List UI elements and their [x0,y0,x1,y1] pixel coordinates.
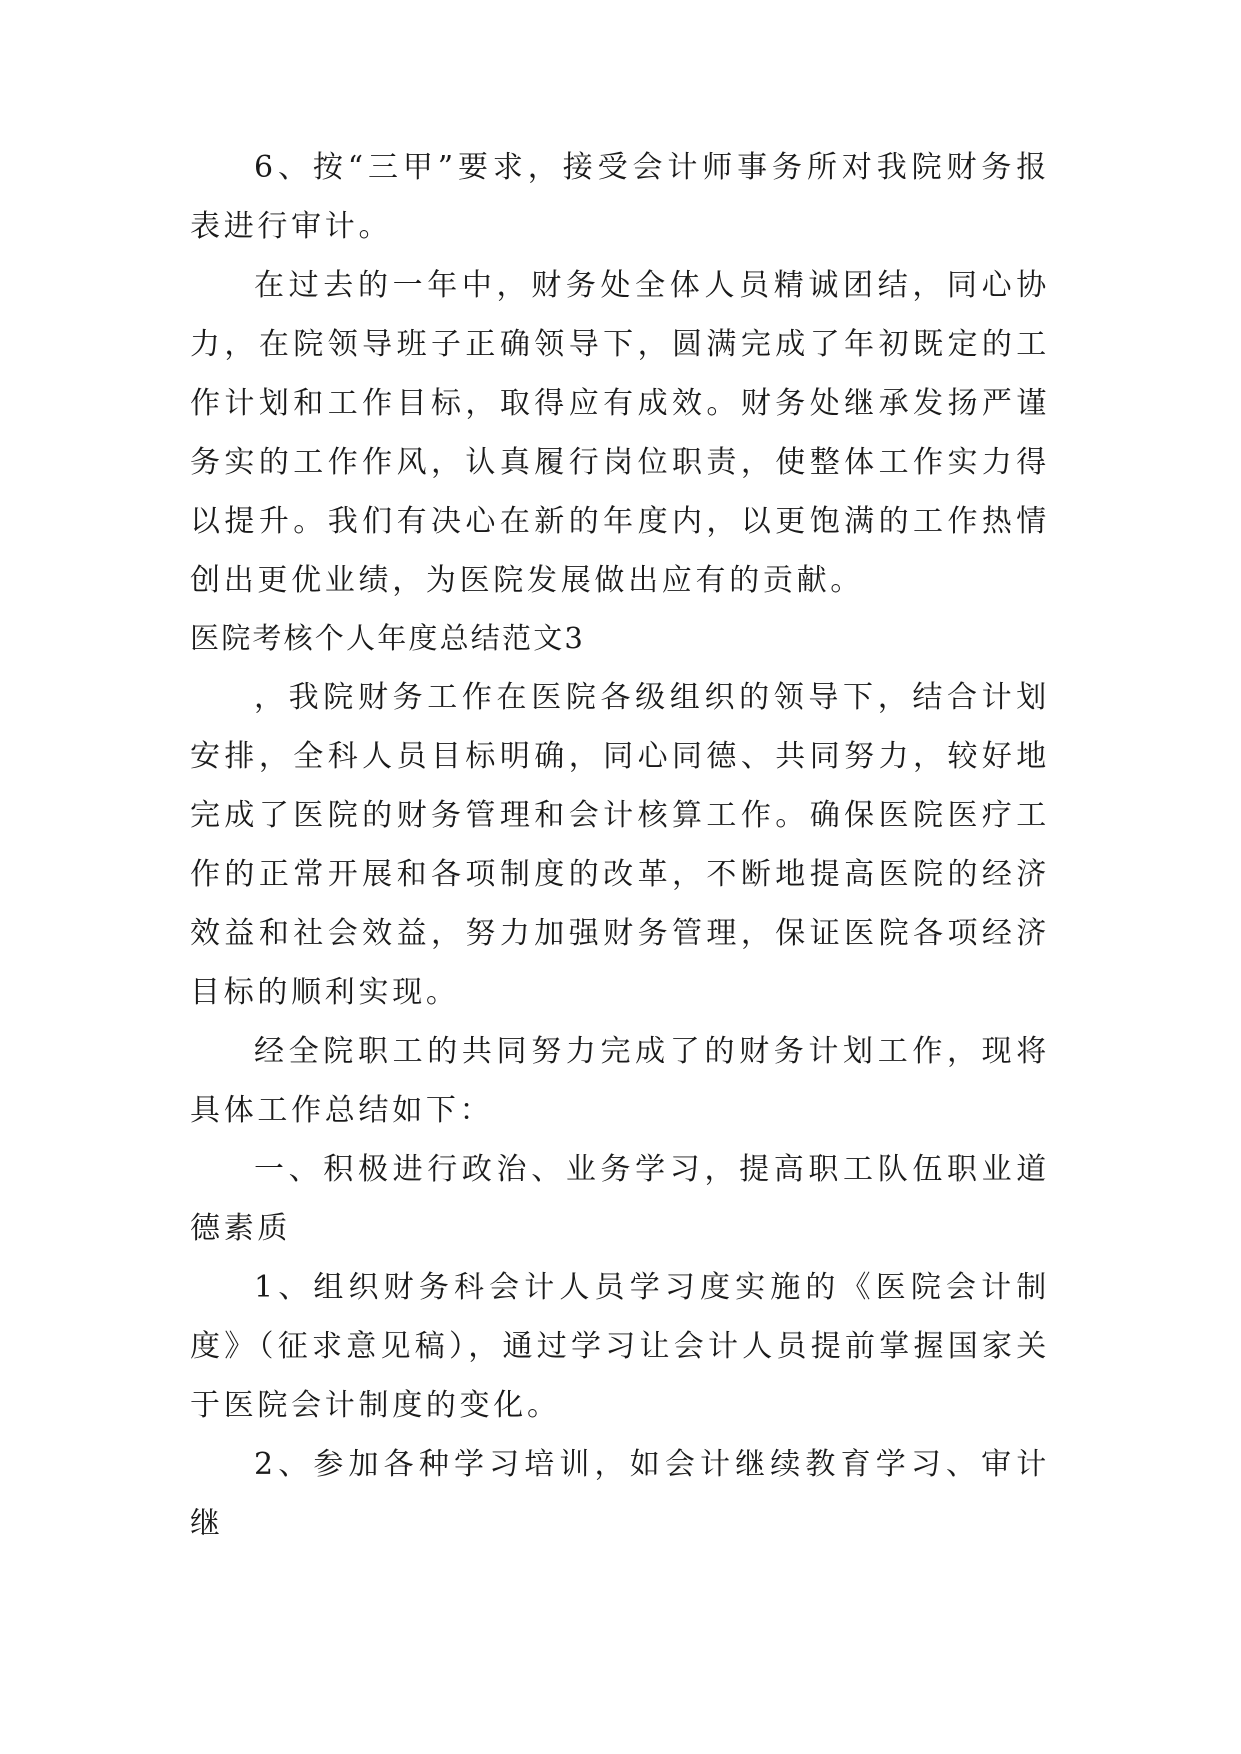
paragraph-intro: ，我院财务工作在医院各级组织的领导下，结合计划安排，全科人员目标明确，同心同德、共同努力，较好地完成了医院的财务管理和会计核算工作。确保医院医疗工作的正常开展和各项制度的改革，不断地提高医院的经济效益和社会效益，努力加强财务管理，保证医院各项经济目标的顺利实现。 [190,680,1050,1010]
section-b [190,609,1050,1553]
paragraph-item-2: 2、参加各种学习培训，如会计继续教育学习、审计继 [190,1447,1050,1541]
section-a [190,138,1050,610]
section-title: 医院考核个人年度总结范文3 [190,621,586,655]
paragraph-item-6: 6、按“三甲”要求，接受会计师事务所对我院财务报表进行审计。 [190,150,1050,244]
paragraph-item-1: 1、组织财务科会计人员学习度实施的《医院会计制度》（征求意见稿），通过学习让会计人员提前掌握国家关于医院会计制度的变化。 [190,1270,1050,1423]
paragraph-year-review: 在过去的一年中，财务处全体人员精诚团结，同心协力，在院领导班子正确领导下，圆满完成了年初既定的工作计划和工作目标，取得应有成效。财务处继承发扬严谨务实的工作作风，认真履行岗位职责，使整体工作实力得以提升。我们有决心在新的年度内，以更饱满的工作热情创出更优业绩，为医院发展做出应有的贡献。 [190,268,1050,598]
paragraph-heading-one: 一、积极进行政治、业务学习，提高职工队伍职业道德素质 [190,1152,1050,1246]
paragraph-summary-lead: 经全院职工的共同努力完成了的财务计划工作，现将具体工作总结如下： [190,1034,1050,1128]
